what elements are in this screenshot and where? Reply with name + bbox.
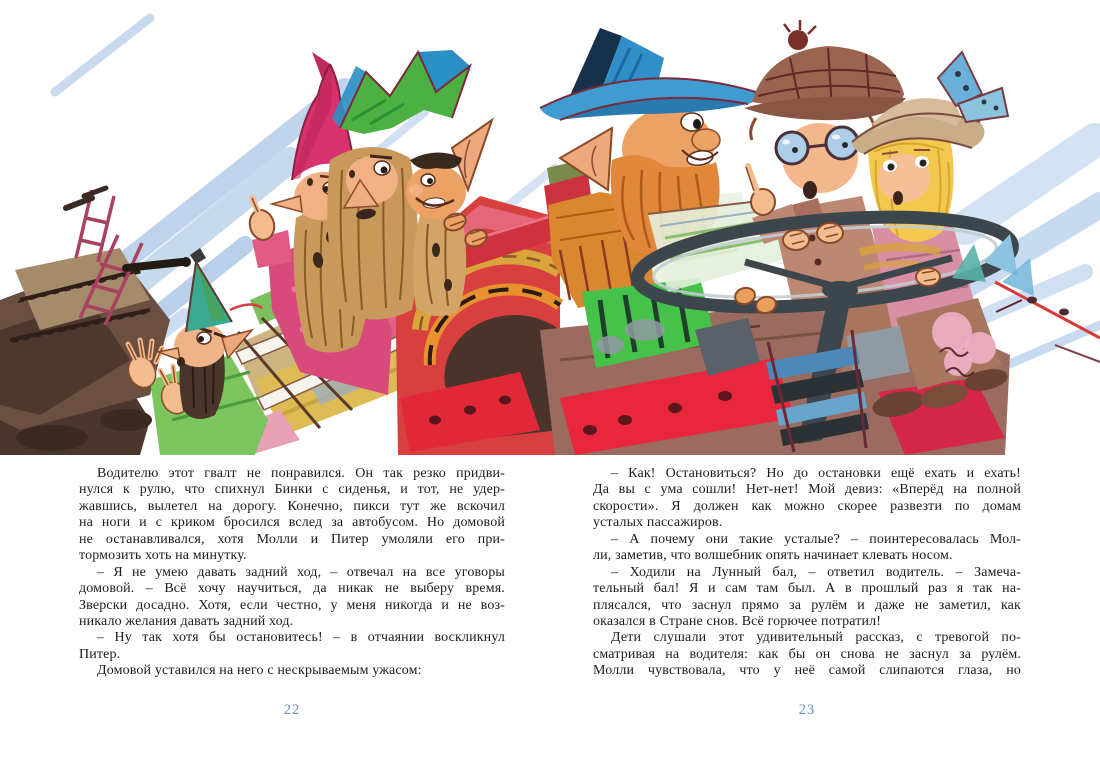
text-line: – А почему они такие усталые? – поинтересовалась Мол- — [611, 531, 1021, 547]
text-line: – Ну так хотя бы остановитесь! – в отчаянии воскликнул — [97, 630, 505, 646]
page-number-left: 22 — [283, 702, 301, 718]
text-line: домовой. – Всё хочу научиться, да никак не выберу время. — [79, 581, 505, 597]
text-line: тормозить хоть на минутку. — [79, 548, 247, 564]
text-line: сматривая на водителя: как бы он снова не заснул за рулём. — [593, 646, 1021, 662]
text-line: – Ходили на Лунный бал, – ответил водитель. – Замеча- — [611, 564, 1021, 580]
text-line: плясался, что заснул прямо за рулём и даже не заметил, как — [593, 597, 1021, 613]
text-line: нулся к рулю, что спихнул Бинки с сиденья, и тот, не удер- — [79, 482, 505, 498]
text-line: скорости». Я должен как можно скорее развезти по домам — [593, 498, 1021, 514]
text-line: на ноги и с криком бросился вслед за автобусом. Но домовой — [79, 515, 505, 531]
text-line: Молли чувствовала, что у неё самой слипаются глаза, но — [593, 663, 1021, 679]
text-line: Зверски досадно. Хотя, если честно, у меня никогда и не воз- — [79, 597, 505, 613]
text-line: никало желания давать задний ход. — [79, 613, 294, 629]
text-line: Питер. — [79, 646, 121, 662]
driver — [540, 28, 760, 376]
text-line: усталых пассажиров. — [593, 515, 723, 531]
text-line: – Я не умею давать задний ход, – отвечал на все уговоры — [97, 564, 505, 580]
page-number-right: 23 — [798, 702, 816, 718]
text-line: Дети слушали этот удивительный рассказ, с тревогой по- — [611, 630, 1021, 646]
text-line: оказался в Стране снов. Всё горючее потратил! — [593, 613, 882, 629]
page-right-text-column — [593, 466, 1021, 680]
text-line: ли, заметив, что волшебник опять начинает клевать носом. — [593, 548, 953, 564]
text-line: тельный бал! Я и сам там был. А в прошлый раз я так на- — [593, 581, 1021, 597]
text-line: не останавливался, хотя Молли и Питер умоляли его при- — [79, 531, 505, 547]
text-line: Домовой уставился на него с нескрываемым ужасом: — [97, 663, 422, 679]
text-line: – Как! Остановиться? Но до остановки ещё ехать и ехать! — [611, 466, 1021, 481]
text-line: Водителю этот гвалт не понравился. Он так резко придви- — [97, 466, 505, 481]
text-line: Да вы с ума сошли! Нет-нет! Мой девиз: «Вперёд на полной — [593, 482, 1021, 498]
page-left-text-column — [79, 466, 505, 680]
text-line: жавшись, вылетел на дорогу. Конечно, пикси тут же вскочил — [79, 498, 505, 514]
